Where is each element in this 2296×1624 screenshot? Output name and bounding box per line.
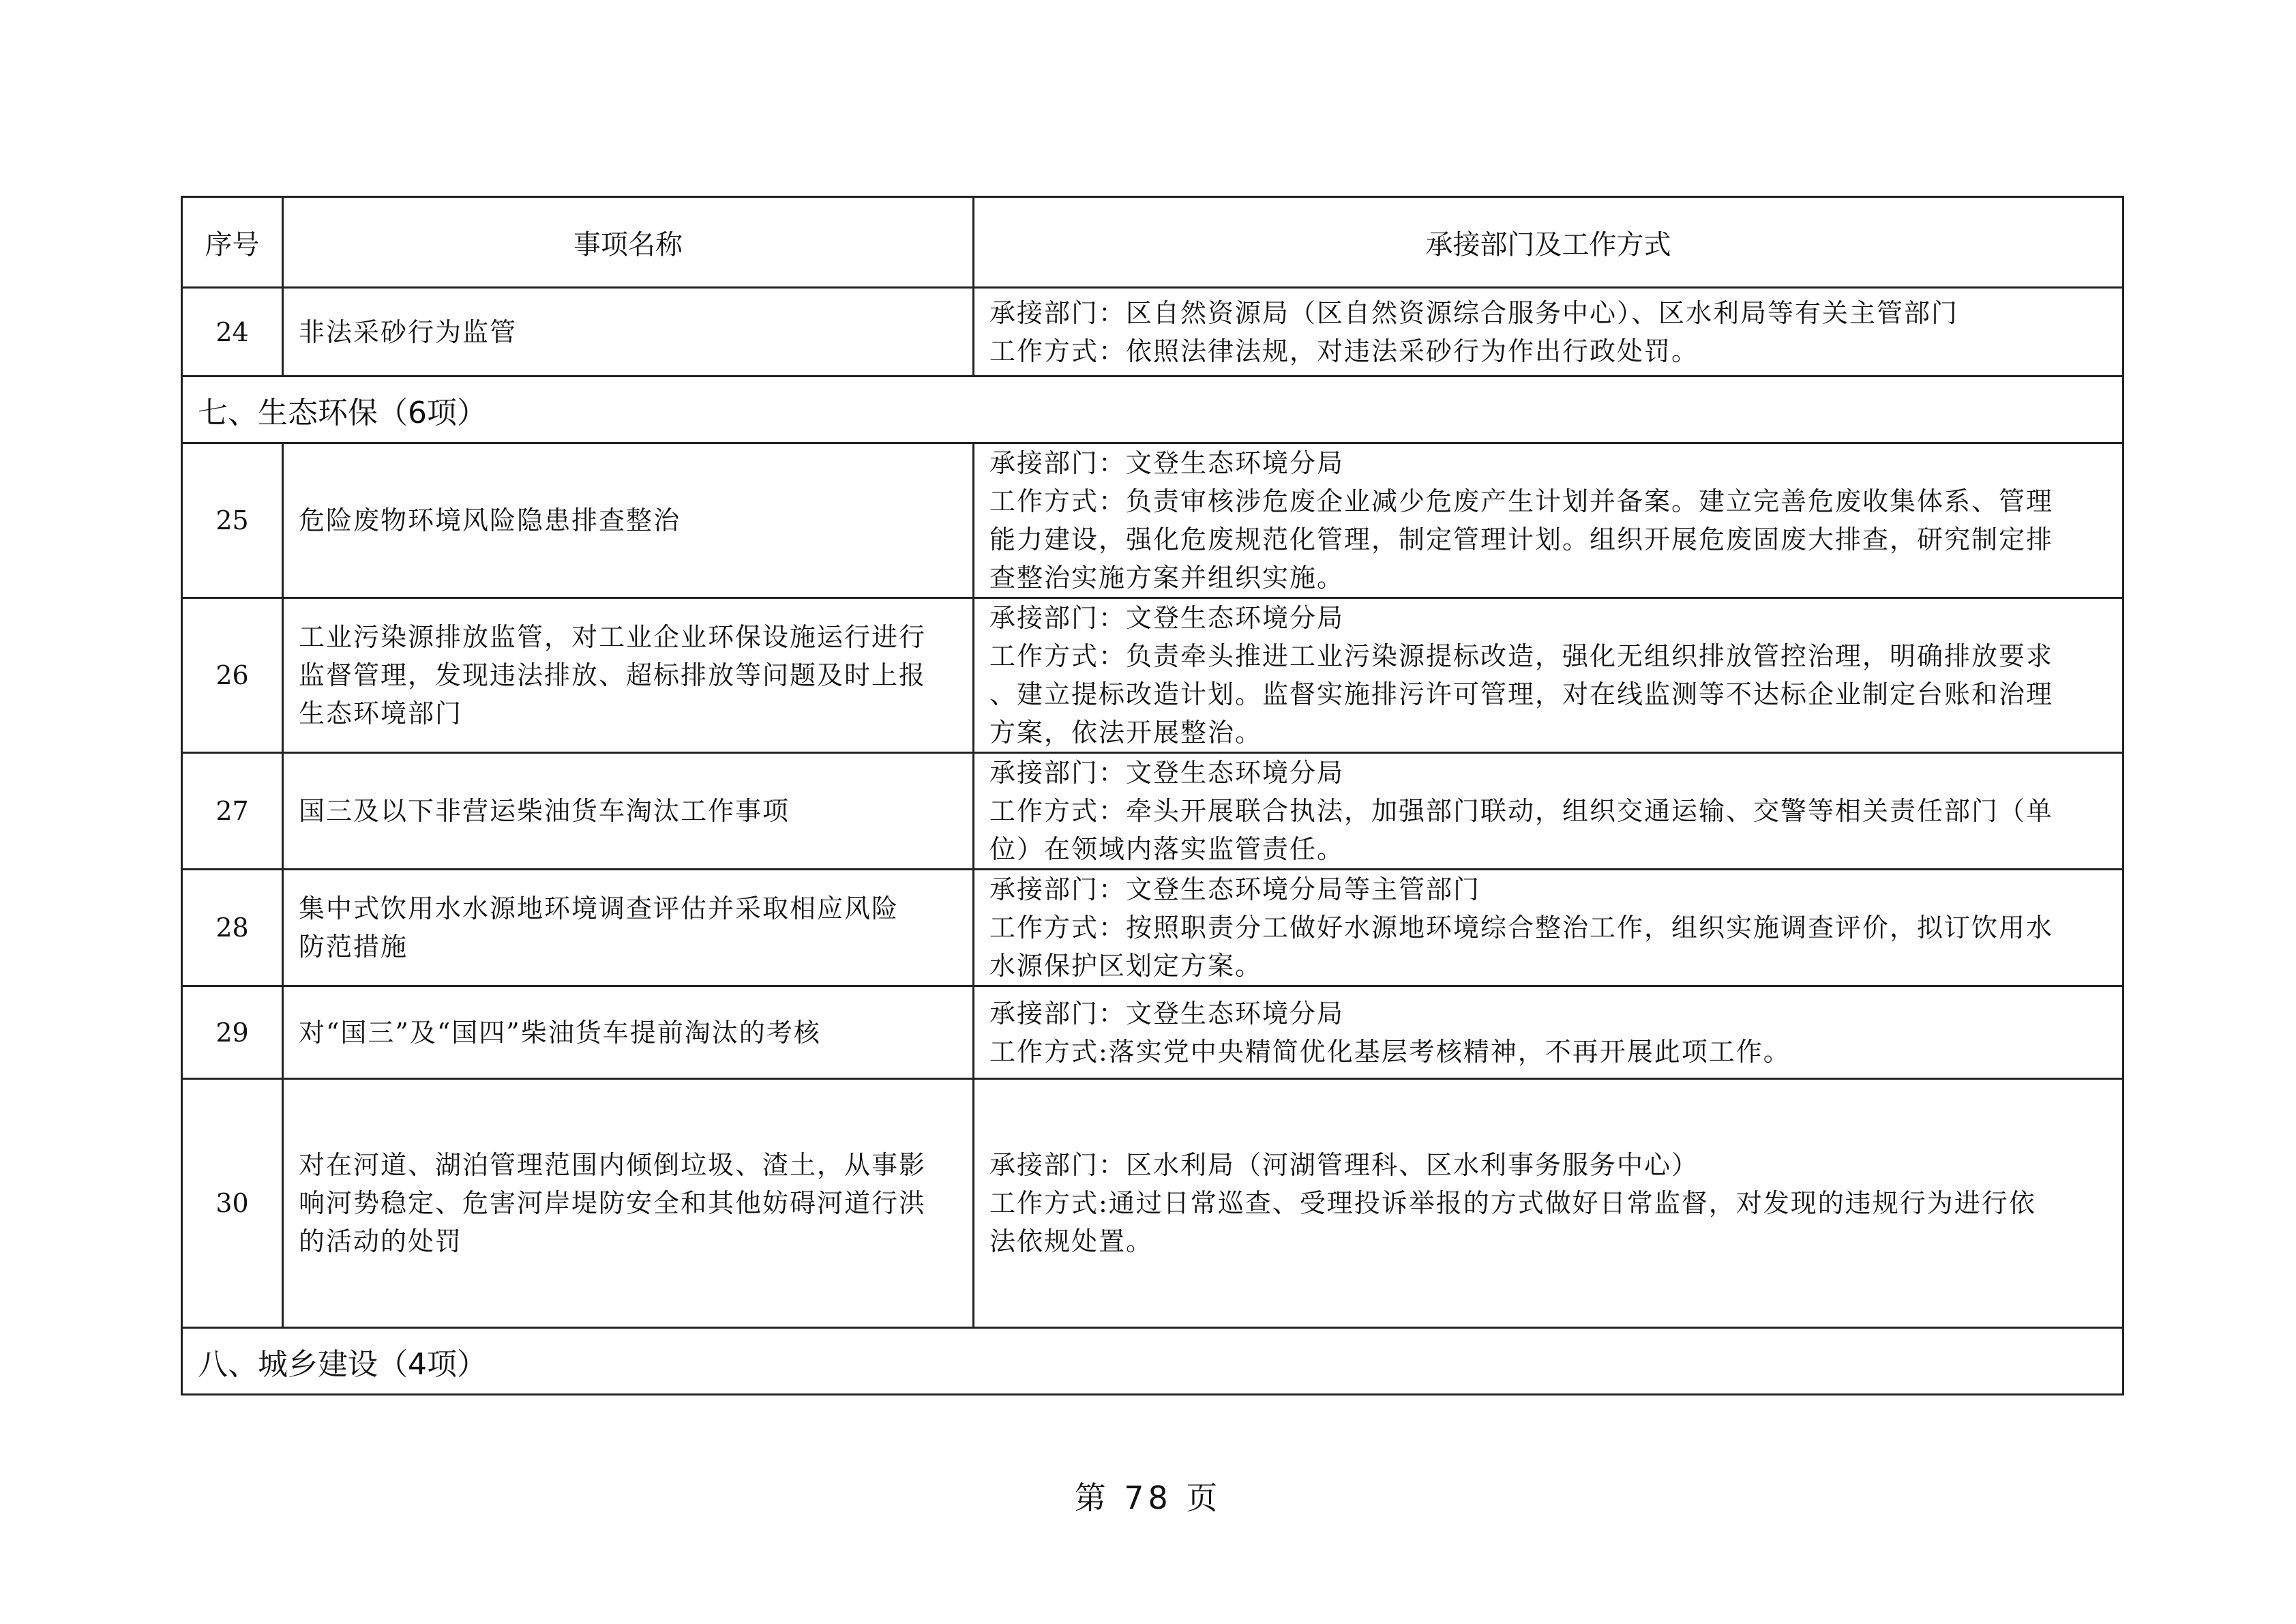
dept-line: 位）在领域内落实监管责任。 — [989, 834, 1345, 864]
dept-line: 查整治实施方案并组织实施。 — [989, 563, 1345, 593]
row-no: 24 — [182, 288, 283, 377]
header-dept: 承接部门及工作方式 — [974, 197, 2123, 288]
row-name — [283, 598, 974, 753]
dept-line: 、建立提标改造计划。监督实施排污许可管理，对在线监测等不达标企业制定台账和治理 — [989, 679, 2054, 709]
row-no: 29 — [182, 986, 283, 1079]
section-title: 八、城乡建设（4项） — [182, 1328, 2123, 1395]
section-row — [182, 1328, 2123, 1395]
name-line: 对在河道、湖泊管理范围内倾倒垃圾、渣土，从事影 — [299, 1150, 927, 1180]
dept-line: 工作方式:通过日常巡查、受理投诉举报的方式做好日常监督，对发现的违规行为进行依 — [989, 1188, 2036, 1218]
row-name: 非法采砂行为监管 — [283, 288, 974, 377]
name-line: 防范措施 — [299, 932, 408, 962]
name-line: 工业污染源排放监管，对工业企业环保设施运行进行 — [299, 622, 927, 652]
matters-table — [181, 196, 2124, 1396]
table-header-row — [182, 197, 2123, 288]
table-row — [182, 986, 2123, 1079]
page-number: 第 78 页 — [1074, 1479, 1222, 1516]
name-line: 响河势稳定、危害河岸堤防安全和其他妨碍河道行洪 — [299, 1188, 927, 1218]
row-name: 危险废物环境风险隐患排查整治 — [283, 443, 974, 598]
dept-line: 水源保护区划定方案。 — [989, 951, 1263, 981]
dept-line: 工作方式:落实党中央精简优化基层考核精神，不再开展此项工作。 — [989, 1036, 1791, 1067]
dept-line: 工作方式：按照职责分工做好水源地环境综合整治工作，组织实施调查评价，拟订饮用水 — [989, 913, 2054, 943]
header-name: 事项名称 — [283, 197, 974, 288]
row-dept — [974, 870, 2123, 986]
dept-line: 方案，依法开展整治。 — [989, 718, 1263, 748]
table-row — [182, 870, 2123, 986]
name-line: 集中式饮用水水源地环境调查评估并采取相应风险 — [299, 894, 899, 924]
row-no: 25 — [182, 443, 283, 598]
row-dept — [974, 443, 2123, 598]
table-row — [182, 1079, 2123, 1328]
header-no: 序号 — [182, 197, 283, 288]
dept-line: 承接部门：区自然资源局（区自然资源综合服务中心）、区水利局等有关主管部门 — [989, 297, 1959, 328]
name-line: 生态环境部门 — [299, 698, 463, 728]
table-row — [182, 598, 2123, 753]
section-row — [182, 377, 2123, 443]
row-no: 26 — [182, 598, 283, 753]
row-no: 28 — [182, 870, 283, 986]
table-row — [182, 443, 2123, 598]
table-row — [182, 753, 2123, 870]
dept-line: 承接部门：文登生态环境分局 — [989, 603, 1345, 633]
row-name: 国三及以下非营运柴油货车淘汰工作事项 — [283, 753, 974, 870]
row-dept — [974, 1079, 2123, 1328]
row-dept — [974, 598, 2123, 753]
row-no: 27 — [182, 753, 283, 870]
dept-line: 承接部门：文登生态环境分局 — [989, 758, 1345, 788]
name-line: 的活动的处罚 — [299, 1226, 463, 1256]
row-no: 30 — [182, 1079, 283, 1328]
dept-line: 承接部门：文登生态环境分局 — [989, 448, 1345, 478]
table-row — [182, 288, 2123, 377]
row-dept — [974, 986, 2123, 1079]
dept-line: 工作方式：负责牵头推进工业污染源提标改造，强化无组织排放管控治理，明确排放要求 — [989, 641, 2054, 671]
dept-line: 工作方式：负责审核涉危废企业减少危废产生计划并备案。建立完善危废收集体系、管理 — [989, 486, 2054, 516]
row-dept — [974, 288, 2123, 377]
row-name — [283, 870, 974, 986]
section-title: 七、生态环保（6项） — [182, 377, 2123, 443]
row-name — [283, 1079, 974, 1328]
dept-line: 承接部门：区水利局（河湖管理科、区水利事务服务中心） — [989, 1150, 1699, 1180]
dept-line: 能力建设，强化危废规范化管理，制定管理计划。组织开展危废固废大排查，研究制定排 — [989, 525, 2054, 555]
dept-line: 工作方式：依照法律法规，对违法采砂行为作出行政处罚。 — [989, 336, 1699, 366]
dept-line: 法依规处置。 — [989, 1226, 1154, 1256]
dept-line: 工作方式：牵头开展联合执法，加强部门联动，组织交通运输、交警等相关责任部门（单 — [989, 796, 2054, 826]
name-line: 监督管理，发现违法排放、超标排放等问题及时上报 — [299, 660, 927, 690]
row-name: 对“国三”及“国四”柴油货车提前淘汰的考核 — [283, 986, 974, 1079]
dept-line: 承接部门：文登生态环境分局 — [989, 998, 1345, 1029]
dept-line: 承接部门：文登生态环境分局等主管部门 — [989, 874, 1481, 904]
row-dept — [974, 753, 2123, 870]
